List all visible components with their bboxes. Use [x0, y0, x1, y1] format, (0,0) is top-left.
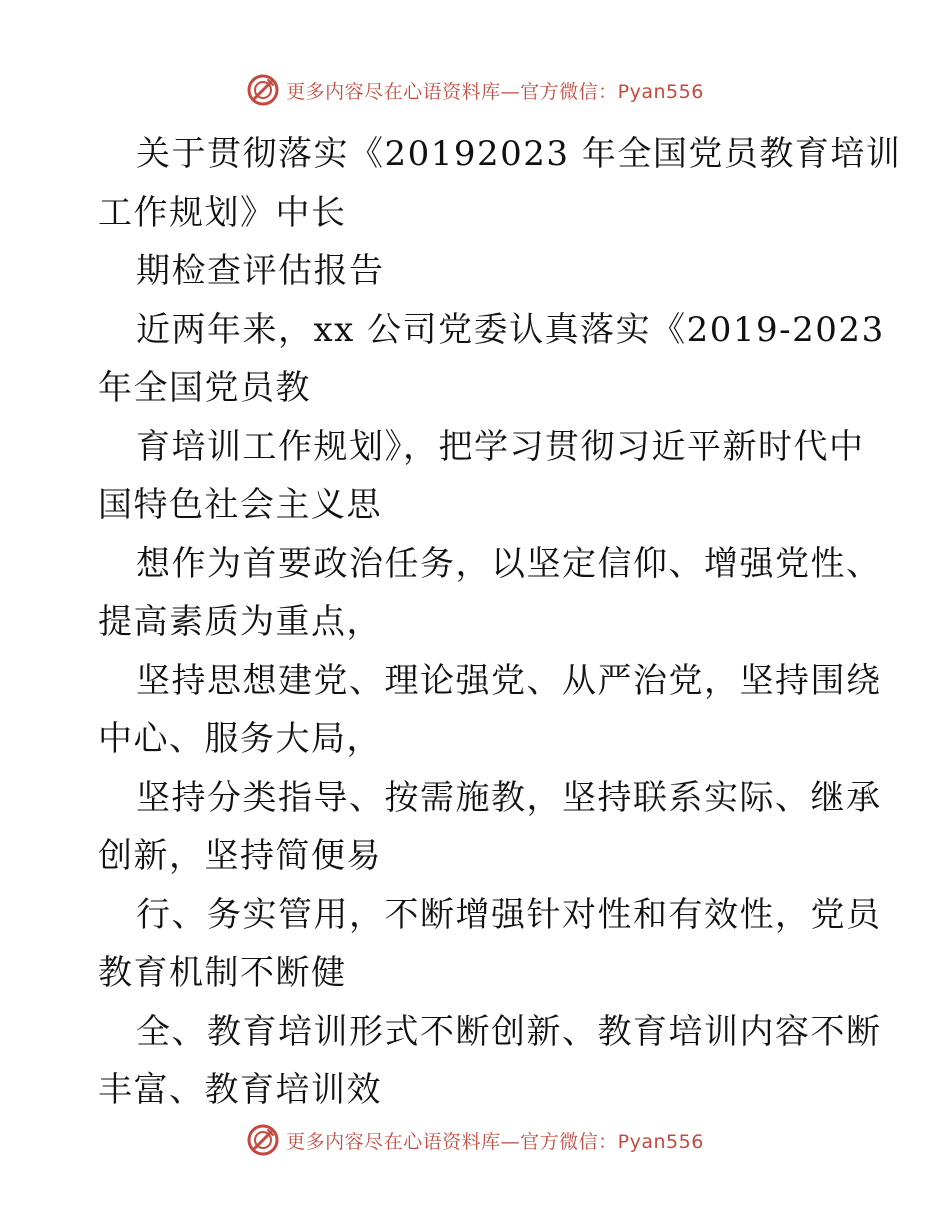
document-line: 关于贯彻落实《20192023 年全国党员教育培训	[136, 134, 902, 174]
document-body	[98, 125, 902, 1120]
document-line: 提高素质为重点，	[98, 602, 382, 642]
logo-seal-icon	[246, 1123, 280, 1157]
document-line: 丰富、教育培训效	[98, 1070, 382, 1110]
document-line: 工作规划》中长	[98, 192, 347, 233]
document-line: 育培训工作规划》，把学习贯彻习近平新时代中	[136, 426, 865, 467]
document-line: 近两年来，xx 公司党委认真落实《2019-2023	[136, 309, 885, 350]
watermark-wechat-id: Pyan556	[617, 80, 704, 103]
logo-seal-icon	[246, 73, 280, 107]
document-line: 教育机制不断健	[98, 953, 347, 993]
watermark-text	[286, 77, 704, 104]
watermark-message: 更多内容尽在心语资料库—官方微信：	[286, 1130, 618, 1153]
document-line: 全、教育培训形式不断创新、教育培训内容不断	[136, 1011, 882, 1052]
document-line: 坚持分类指导、按需施教，坚持联系实际、继承	[136, 777, 882, 818]
document-line: 中心、服务大局，	[98, 719, 382, 759]
document-line: 国特色社会主义思	[98, 485, 382, 525]
document-line: 期检查评估报告	[136, 251, 385, 291]
document-line: 想作为首要政治任务，以坚定信仰、增强党性、	[136, 543, 882, 584]
watermark-text	[286, 1127, 704, 1154]
document-line: 创新，坚持简便易	[98, 836, 382, 876]
watermark-message: 更多内容尽在心语资料库—官方微信：	[286, 80, 618, 103]
header-watermark	[0, 72, 950, 108]
document-line: 年全国党员教	[98, 368, 311, 408]
document-line: 坚持思想建党、理论强党、从严治党，坚持围绕	[136, 660, 882, 701]
watermark-wechat-id: Pyan556	[617, 1130, 704, 1153]
footer-watermark	[0, 1122, 950, 1158]
document-line: 行、务实管用，不断增强针对性和有效性，党员	[136, 894, 882, 935]
